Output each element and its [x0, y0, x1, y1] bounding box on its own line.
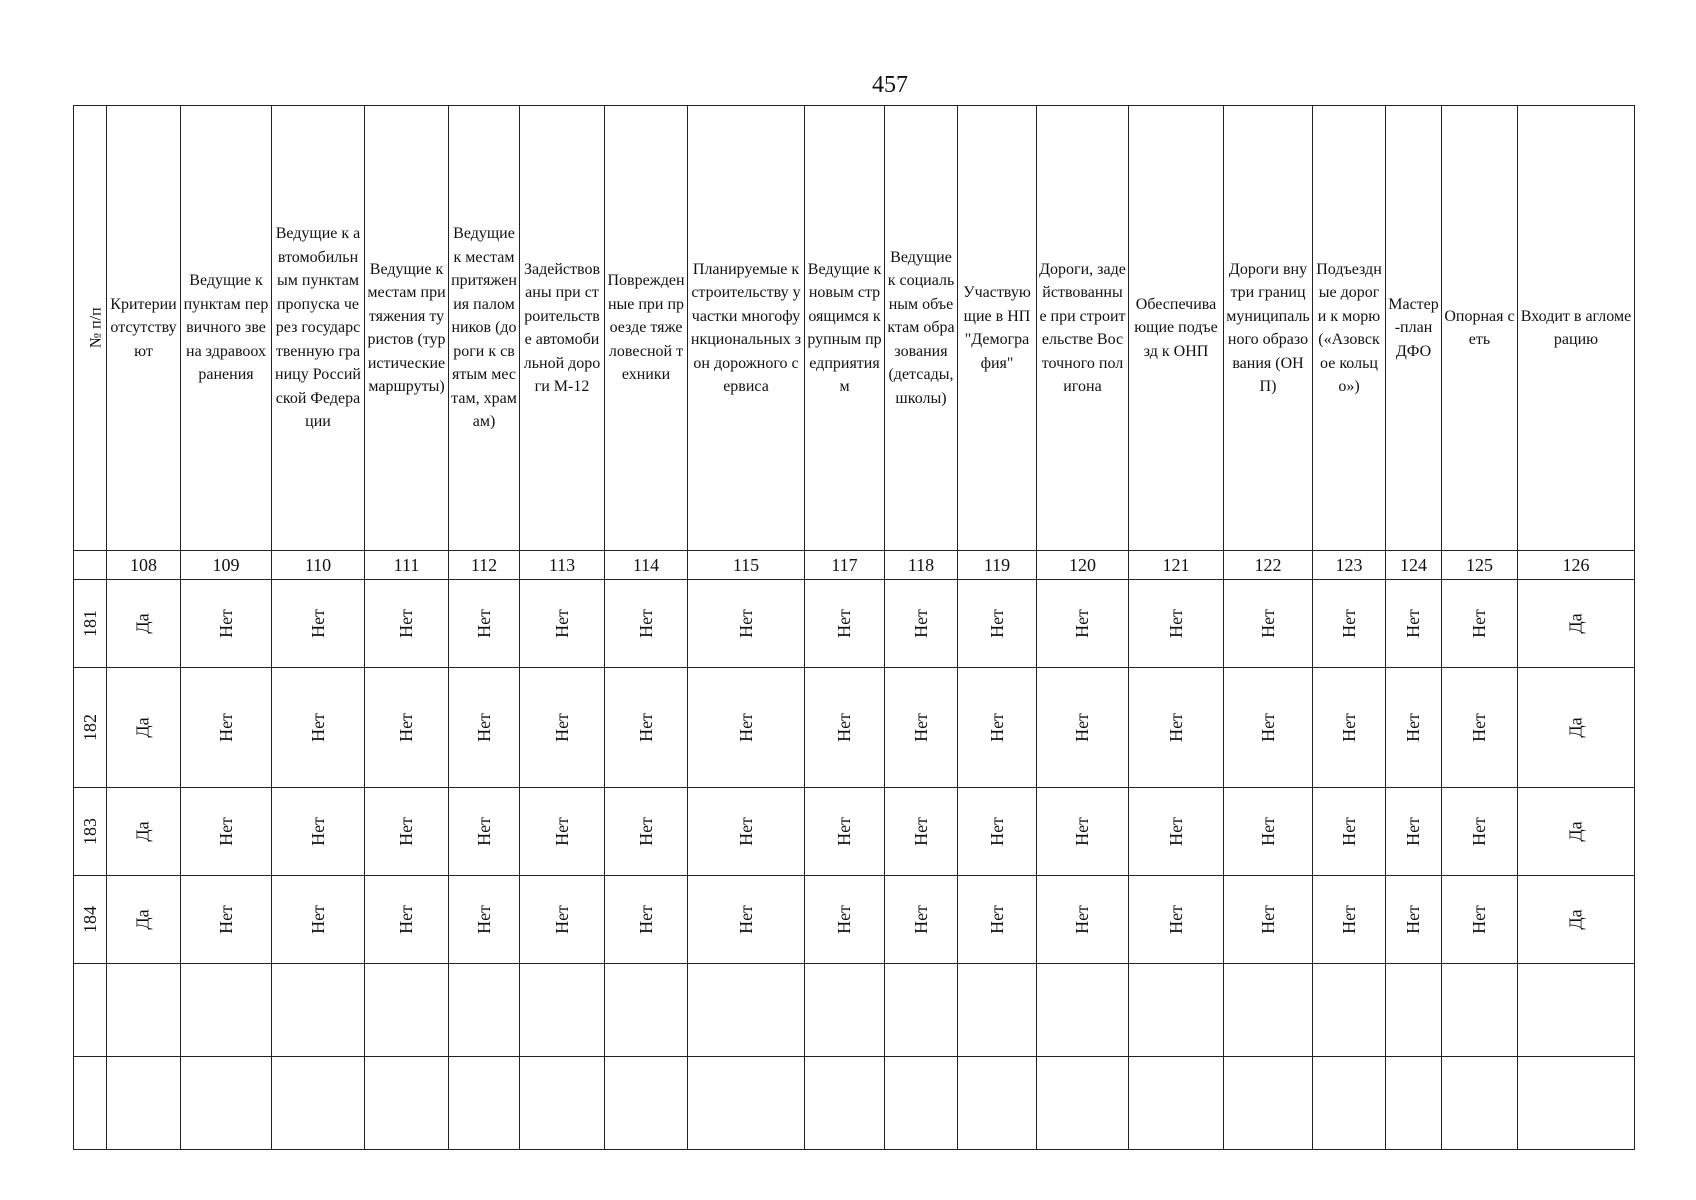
- cell-value: Да: [1565, 909, 1586, 930]
- table-cell: [885, 668, 958, 788]
- header-cell: Ведущие к социальным объектам образования (детсады, школы): [885, 106, 958, 551]
- cell-value: Да: [1565, 717, 1586, 738]
- table-cell: [107, 788, 181, 876]
- table-cell: [688, 876, 805, 964]
- column-number: 121: [1129, 551, 1224, 580]
- table-cell: [181, 876, 272, 964]
- header-cell: Ведущие к новым строящимся крупным предприятиям: [805, 106, 885, 551]
- table-row: [74, 788, 1635, 876]
- cell-value: Нет: [215, 609, 236, 638]
- cell-value: Нет: [1468, 817, 1489, 846]
- table-cell: [1129, 876, 1224, 964]
- cell-value: Нет: [307, 817, 328, 846]
- row-number: 184: [79, 906, 100, 933]
- header-cell: Планируемые к строительству участки многофункциональных зон дорожного сервиса: [688, 106, 805, 551]
- table-cell: [1518, 876, 1635, 964]
- header-text: № п/п: [87, 307, 105, 349]
- cell-value: Нет: [395, 609, 416, 638]
- header-cell: Дороги внутри границ муниципального образования (ОНП): [1224, 106, 1313, 551]
- cell-value: Нет: [1257, 713, 1278, 742]
- cell-value: Нет: [1338, 713, 1359, 742]
- cell-value: Нет: [635, 817, 656, 846]
- column-number: 114: [605, 551, 688, 580]
- table-cell: [272, 580, 365, 668]
- table-cell: [107, 876, 181, 964]
- cell-value: Нет: [551, 905, 572, 934]
- cell-value: Нет: [551, 713, 572, 742]
- table-cell: [365, 876, 449, 964]
- header-cell: Критерии отсутствуют: [107, 106, 181, 551]
- cell-value: Да: [133, 717, 153, 738]
- table-cell: [272, 788, 365, 876]
- table-cell: [272, 876, 365, 964]
- table-cell: [449, 668, 520, 788]
- cell-value: Да: [133, 613, 153, 634]
- table-cell: [1224, 788, 1313, 876]
- table-cell: [520, 668, 605, 788]
- table-cell: [958, 1057, 1037, 1150]
- cell-value: Нет: [735, 817, 756, 846]
- cell-value: Нет: [1165, 609, 1186, 638]
- cell-value: Нет: [307, 609, 328, 638]
- cell-value: Нет: [635, 905, 656, 934]
- cell-value: Нет: [1402, 713, 1423, 742]
- cell-value: Нет: [473, 905, 494, 934]
- table-cell: [958, 788, 1037, 876]
- table-cell: [107, 964, 181, 1057]
- cell-value: Нет: [833, 817, 854, 846]
- cell-value: Нет: [833, 609, 854, 638]
- row-number-cell: [74, 580, 107, 668]
- cell-value: Нет: [1071, 905, 1092, 934]
- row-number-cell: [74, 876, 107, 964]
- header-cell: Подъездные дороги к морю («Азовское кольцо»): [1313, 106, 1386, 551]
- cell-value: Нет: [1257, 609, 1278, 638]
- table-cell: [520, 964, 605, 1057]
- cell-value: Нет: [833, 905, 854, 934]
- column-number: 112: [449, 551, 520, 580]
- table-cell: [688, 668, 805, 788]
- table-cell: [1224, 876, 1313, 964]
- cell-value: Нет: [1165, 713, 1186, 742]
- table-cell: [958, 876, 1037, 964]
- table-cell: [449, 1057, 520, 1150]
- table-cell: [365, 580, 449, 668]
- table-cell: [1386, 964, 1442, 1057]
- table-cell: [520, 788, 605, 876]
- table-cell: [107, 668, 181, 788]
- table-cell: [1442, 964, 1518, 1057]
- table-cell: [1313, 788, 1386, 876]
- row-number-cell: [74, 668, 107, 788]
- cell-value: Нет: [1468, 713, 1489, 742]
- table-cell: [688, 580, 805, 668]
- cell-value: Нет: [1468, 905, 1489, 934]
- cell-value: Нет: [473, 713, 494, 742]
- header-cell: Ведущие к автомобильным пунктам пропуска через государственную границу Российской Федерации: [272, 106, 365, 551]
- table-cell: [1386, 876, 1442, 964]
- table-cell: [272, 668, 365, 788]
- header-cell: Ведущие к пунктам первичного звена здравоохранения: [181, 106, 272, 551]
- cell-value: Нет: [1165, 817, 1186, 846]
- row-number: 183: [79, 818, 100, 845]
- table-cell: [365, 1057, 449, 1150]
- header-row: [74, 106, 1635, 551]
- header-cell: Мастер-план ДФО: [1386, 106, 1442, 551]
- table-row: [74, 964, 1635, 1057]
- table-cell: [181, 964, 272, 1057]
- header-cell: Дороги, задействованные при строительстве Восточного полигона: [1037, 106, 1129, 551]
- table-cell: [1129, 668, 1224, 788]
- table-cell: [1037, 580, 1129, 668]
- table-cell: [885, 876, 958, 964]
- page-number: 457: [872, 72, 908, 98]
- table-cell: [605, 964, 688, 1057]
- column-number: 115: [688, 551, 805, 580]
- column-number: 123: [1313, 551, 1386, 580]
- table-cell: [688, 1057, 805, 1150]
- cell-value: Нет: [551, 609, 572, 638]
- header-cell: Опорная сеть: [1442, 106, 1518, 551]
- table-cell: [107, 1057, 181, 1150]
- cell-value: Нет: [735, 713, 756, 742]
- table-cell: [958, 580, 1037, 668]
- table-cell: [1442, 876, 1518, 964]
- row-number-cell: [74, 964, 107, 1057]
- cell-value: Нет: [473, 609, 494, 638]
- cell-value: Нет: [635, 713, 656, 742]
- column-number: 118: [885, 551, 958, 580]
- table-cell: [1518, 788, 1635, 876]
- table-cell: [520, 876, 605, 964]
- table-cell: [885, 1057, 958, 1150]
- column-number: 117: [805, 551, 885, 580]
- cell-value: Нет: [307, 713, 328, 742]
- cell-value: Нет: [1402, 817, 1423, 846]
- table-cell: [605, 1057, 688, 1150]
- cell-value: Нет: [1468, 609, 1489, 638]
- table-cell: [449, 876, 520, 964]
- table-cell: [1386, 1057, 1442, 1150]
- data-table: [73, 105, 1635, 1150]
- table-cell: [805, 580, 885, 668]
- header-cell: Входит в агломерацию: [1518, 106, 1635, 551]
- table-cell: [449, 580, 520, 668]
- cell-value: Да: [1565, 613, 1586, 634]
- column-number-row: [74, 551, 1635, 580]
- cell-value: Нет: [635, 609, 656, 638]
- table-cell: [605, 668, 688, 788]
- table-cell: [885, 964, 958, 1057]
- table-cell: [1386, 668, 1442, 788]
- cell-value: Да: [133, 821, 153, 842]
- table-cell: [805, 964, 885, 1057]
- table-cell: [1518, 580, 1635, 668]
- cell-value: Нет: [395, 713, 416, 742]
- table-cell: [1442, 668, 1518, 788]
- table-cell: [605, 788, 688, 876]
- table-row: [74, 1057, 1635, 1150]
- table-cell: [272, 1057, 365, 1150]
- table-cell: [1313, 580, 1386, 668]
- cell-value: Нет: [473, 817, 494, 846]
- cell-value: Нет: [215, 713, 236, 742]
- table-cell: [1224, 964, 1313, 1057]
- cell-value: Нет: [1338, 905, 1359, 934]
- cell-value: Да: [1565, 821, 1586, 842]
- cell-value: Нет: [910, 609, 931, 638]
- cell-value: Нет: [986, 817, 1007, 846]
- header-cell: Задействованы при строительстве автомобильной дороги М-12: [520, 106, 605, 551]
- column-number: 125: [1442, 551, 1518, 580]
- table-cell: [805, 788, 885, 876]
- cell-value: Нет: [1071, 713, 1092, 742]
- table-cell: [1313, 1057, 1386, 1150]
- cell-value: Нет: [910, 713, 931, 742]
- table-cell: [520, 580, 605, 668]
- column-number: 122: [1224, 551, 1313, 580]
- column-number: [74, 551, 107, 580]
- table-cell: [805, 668, 885, 788]
- table-cell: [885, 580, 958, 668]
- table-cell: [1037, 788, 1129, 876]
- cell-value: Нет: [1338, 609, 1359, 638]
- table-cell: [885, 788, 958, 876]
- table-cell: [1518, 1057, 1635, 1150]
- table-cell: [181, 668, 272, 788]
- cell-value: Нет: [1071, 817, 1092, 846]
- row-number-cell: [74, 1057, 107, 1150]
- cell-value: Нет: [307, 905, 328, 934]
- cell-value: Нет: [735, 905, 756, 934]
- table-cell: [1129, 964, 1224, 1057]
- cell-value: Нет: [910, 905, 931, 934]
- table-cell: [1037, 964, 1129, 1057]
- table-cell: [1224, 668, 1313, 788]
- column-number: 113: [520, 551, 605, 580]
- cell-value: Нет: [1402, 905, 1423, 934]
- cell-value: Нет: [215, 817, 236, 846]
- table-cell: [1037, 876, 1129, 964]
- cell-value: Нет: [1071, 609, 1092, 638]
- cell-value: Нет: [986, 609, 1007, 638]
- table-cell: [107, 580, 181, 668]
- table-cell: [1037, 1057, 1129, 1150]
- row-number-cell: [74, 788, 107, 876]
- header-cell: Участвующие в НП "Демография": [958, 106, 1037, 551]
- cell-value: Нет: [551, 817, 572, 846]
- header-cell: Поврежденные при проезде тяжеловесной техники: [605, 106, 688, 551]
- table-cell: [688, 964, 805, 1057]
- cell-value: Нет: [1257, 817, 1278, 846]
- cell-value: Нет: [1338, 817, 1359, 846]
- table-cell: [1129, 580, 1224, 668]
- header-cell: Ведущие к местам притяжения паломников (дороги к святым местам, храмам): [449, 106, 520, 551]
- column-number: 119: [958, 551, 1037, 580]
- table-cell: [1442, 788, 1518, 876]
- table-cell: [365, 964, 449, 1057]
- table-cell: [1313, 876, 1386, 964]
- table-row: [74, 876, 1635, 964]
- table-cell: [449, 964, 520, 1057]
- column-number: 108: [107, 551, 181, 580]
- table-cell: [1386, 580, 1442, 668]
- cell-value: Нет: [395, 817, 416, 846]
- table-cell: [1518, 964, 1635, 1057]
- cell-value: Нет: [215, 905, 236, 934]
- table-cell: [1442, 580, 1518, 668]
- column-number: 120: [1037, 551, 1129, 580]
- header-cell: [74, 106, 107, 551]
- table-cell: [272, 964, 365, 1057]
- table-cell: [1442, 1057, 1518, 1150]
- table-cell: [805, 876, 885, 964]
- column-number: 109: [181, 551, 272, 580]
- table-cell: [1313, 668, 1386, 788]
- table-cell: [1129, 1057, 1224, 1150]
- table-cell: [1224, 1057, 1313, 1150]
- table-cell: [1386, 788, 1442, 876]
- cell-value: Нет: [986, 905, 1007, 934]
- table-cell: [520, 1057, 605, 1150]
- row-number: 182: [79, 714, 100, 741]
- table-cell: [181, 788, 272, 876]
- table-cell: [958, 668, 1037, 788]
- header-cell: Обеспечивающие подъезд к ОНП: [1129, 106, 1224, 551]
- table-cell: [181, 580, 272, 668]
- table-cell: [605, 876, 688, 964]
- table-cell: [449, 788, 520, 876]
- cell-value: Да: [133, 909, 153, 930]
- column-number: 124: [1386, 551, 1442, 580]
- cell-value: Нет: [910, 817, 931, 846]
- table-cell: [1037, 668, 1129, 788]
- table-cell: [958, 964, 1037, 1057]
- table-cell: [605, 580, 688, 668]
- cell-value: Нет: [1165, 905, 1186, 934]
- table-cell: [1129, 788, 1224, 876]
- table-cell: [181, 1057, 272, 1150]
- cell-value: Нет: [395, 905, 416, 934]
- cell-value: Нет: [833, 713, 854, 742]
- table-cell: [805, 1057, 885, 1150]
- table-cell: [1518, 668, 1635, 788]
- table-cell: [365, 788, 449, 876]
- cell-value: Нет: [1257, 905, 1278, 934]
- header-cell: Ведущие к местам притяжения туристов (туристические маршруты): [365, 106, 449, 551]
- column-number: 111: [365, 551, 449, 580]
- cell-value: Нет: [735, 609, 756, 638]
- cell-value: Нет: [1402, 609, 1423, 638]
- table-cell: [1313, 964, 1386, 1057]
- column-number: 110: [272, 551, 365, 580]
- table-row: [74, 580, 1635, 668]
- table-row: [74, 668, 1635, 788]
- cell-value: Нет: [986, 713, 1007, 742]
- row-number: 181: [79, 610, 100, 637]
- column-number: 126: [1518, 551, 1635, 580]
- table-cell: [365, 668, 449, 788]
- table-cell: [688, 788, 805, 876]
- table-cell: [1224, 580, 1313, 668]
